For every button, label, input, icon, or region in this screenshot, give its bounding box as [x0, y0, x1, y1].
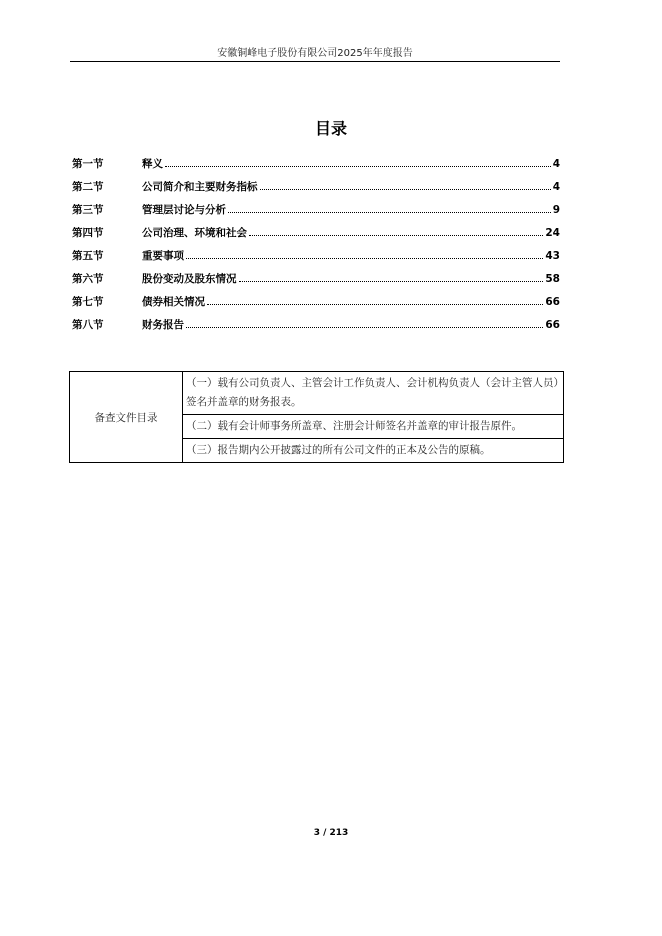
- toc-entry[interactable]: [72, 225, 560, 248]
- page-header: 安徽铜峰电子股份有限公司2025年年度报告: [217, 48, 413, 59]
- toc-dot-leader: [186, 257, 543, 259]
- toc-dot-leader: [165, 165, 551, 167]
- reference-document-item: （三）报告期内公开披露过的所有公司文件的正本及公告的原稿。: [183, 439, 564, 463]
- toc-entry[interactable]: [72, 271, 560, 294]
- toc-page-number: 9: [552, 204, 560, 216]
- reference-documents-table: [69, 371, 564, 463]
- toc-dot-leader: [207, 303, 543, 305]
- page-number: 3 / 213: [313, 828, 349, 838]
- toc-section-number: 第五节: [72, 250, 104, 262]
- toc-section-name: 管理层讨论与分析: [142, 204, 226, 216]
- reference-document-item: （二）载有会计师事务所盖章、注册会计师签名并盖章的审计报告原件。: [183, 415, 564, 439]
- toc-entry[interactable]: [72, 202, 560, 225]
- toc-entry[interactable]: [72, 248, 560, 271]
- toc-section-name: 债券相关情况: [142, 296, 205, 308]
- table-row: [70, 372, 564, 415]
- toc-section-number: 第六节: [72, 273, 104, 285]
- table-of-contents: [72, 156, 560, 340]
- toc-section-name: 公司治理、环境和社会: [142, 227, 247, 239]
- toc-section-number: 第二节: [72, 181, 104, 193]
- toc-page-number: 43: [545, 250, 560, 262]
- toc-section-number: 第四节: [72, 227, 104, 239]
- toc-section-name: 释义: [142, 158, 163, 170]
- toc-dot-leader: [186, 326, 543, 328]
- toc-page-number: 58: [545, 273, 560, 285]
- toc-section-number: 第一节: [72, 158, 104, 170]
- toc-section-number: 第七节: [72, 296, 104, 308]
- toc-page-number: 4: [552, 158, 560, 170]
- toc-section-number: 第八节: [72, 319, 104, 331]
- toc-dot-leader: [260, 188, 551, 190]
- toc-entry[interactable]: [72, 294, 560, 317]
- toc-dot-leader: [228, 211, 551, 213]
- toc-page-number: 4: [552, 181, 560, 193]
- toc-entry[interactable]: [72, 156, 560, 179]
- toc-section-name: 股份变动及股东情况: [142, 273, 237, 285]
- toc-dot-leader: [249, 234, 543, 236]
- toc-page-number: 66: [545, 296, 560, 308]
- toc-entry[interactable]: [72, 179, 560, 202]
- toc-section-name: 财务报告: [142, 319, 184, 331]
- toc-section-number: 第三节: [72, 204, 104, 216]
- toc-section-name: 重要事项: [142, 250, 184, 262]
- toc-title: 目录: [314, 119, 347, 138]
- reference-documents-label: 备查文件目录: [70, 372, 183, 463]
- toc-section-name: 公司简介和主要财务指标: [142, 181, 258, 193]
- toc-entry[interactable]: [72, 317, 560, 340]
- toc-dot-leader: [239, 280, 544, 282]
- toc-page-number: 66: [545, 319, 560, 331]
- toc-page-number: 24: [545, 227, 560, 239]
- reference-document-item: （一）载有公司负责人、主管会计工作负责人、会计机构负责人（会计主管人员）签名并盖章的财务报表。: [183, 372, 564, 415]
- header-divider: [70, 61, 560, 62]
